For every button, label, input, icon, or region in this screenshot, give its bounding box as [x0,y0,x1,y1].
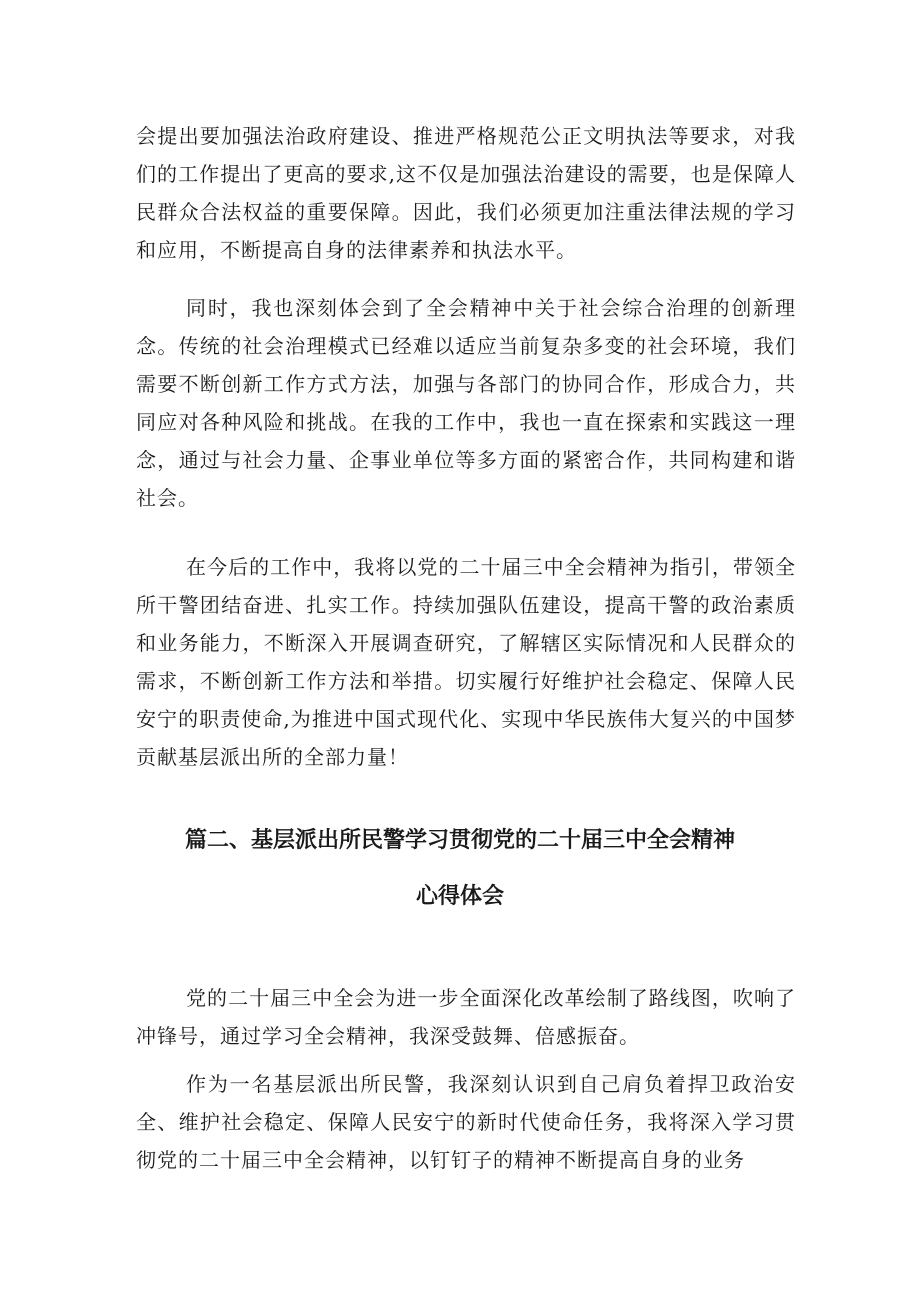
paragraph-intro: 党的二十届三中全会为进一步全面深化改革绘制了路线图，吹响了冲锋号，通过学习全会精神，我深受鼓舞、倍感振奋。 [136,986,796,1048]
paragraph-continued: 会提出要加强法治政府建设、推进严格规范公正文明执法等要求，对我们的工作提出了更高的要求,这不仅是加强法治建设的需要，也是保障人民群众合法权益的重要保障。因此，我们必须更加注重法律法规的学习和应用，不断提高自身的法律素养和执法水平。 [136,124,796,262]
section-heading-line1: 篇二、基层派出所民警学习贯彻党的二十届三中全会精神 [184,828,735,853]
section-heading-line2: 心得体会 [415,884,504,909]
paragraph-future-work: 在今后的工作中，我将以党的二十届三中全会精神为指引，带领全所干警团结奋进、扎实工作。持续加强队伍建设，提高干警的政治素质和业务能力，不断深入开展调查研究，了解辖区实际情况和人民群众的需求，不断创新工作方法和举措。切实履行好维护社会稳定、保障人民安宁的职责使命,为推进中国式现代化、实现中华民族伟大复兴的中国梦贡献基层派出所的全部力量！ [136,555,796,769]
paragraph-social-governance: 同时，我也深刻体会到了全会精神中关于社会综合治理的创新理念。传统的社会治理模式已经难以适应当前复杂多变的社会环境，我们需要不断创新工作方式方法，加强与各部门的协同合作，形成合力，共同应对各种风险和挑战。在我的工作中，我也一直在探索和实践这一理念，通过与社会力量、企事业单位等多方面的紧密合作，共同构建和谐社会。 [136,296,796,510]
paragraph-mission: 作为一名基层派出所民警，我深刻认识到自己肩负着捍卫政治安全、维护社会稳定、保障人民安宁的新时代使命任务，我将深入学习贯彻党的二十届三中全会精神，以钉钉子的精神不断提高自身的业务 [136,1072,796,1172]
